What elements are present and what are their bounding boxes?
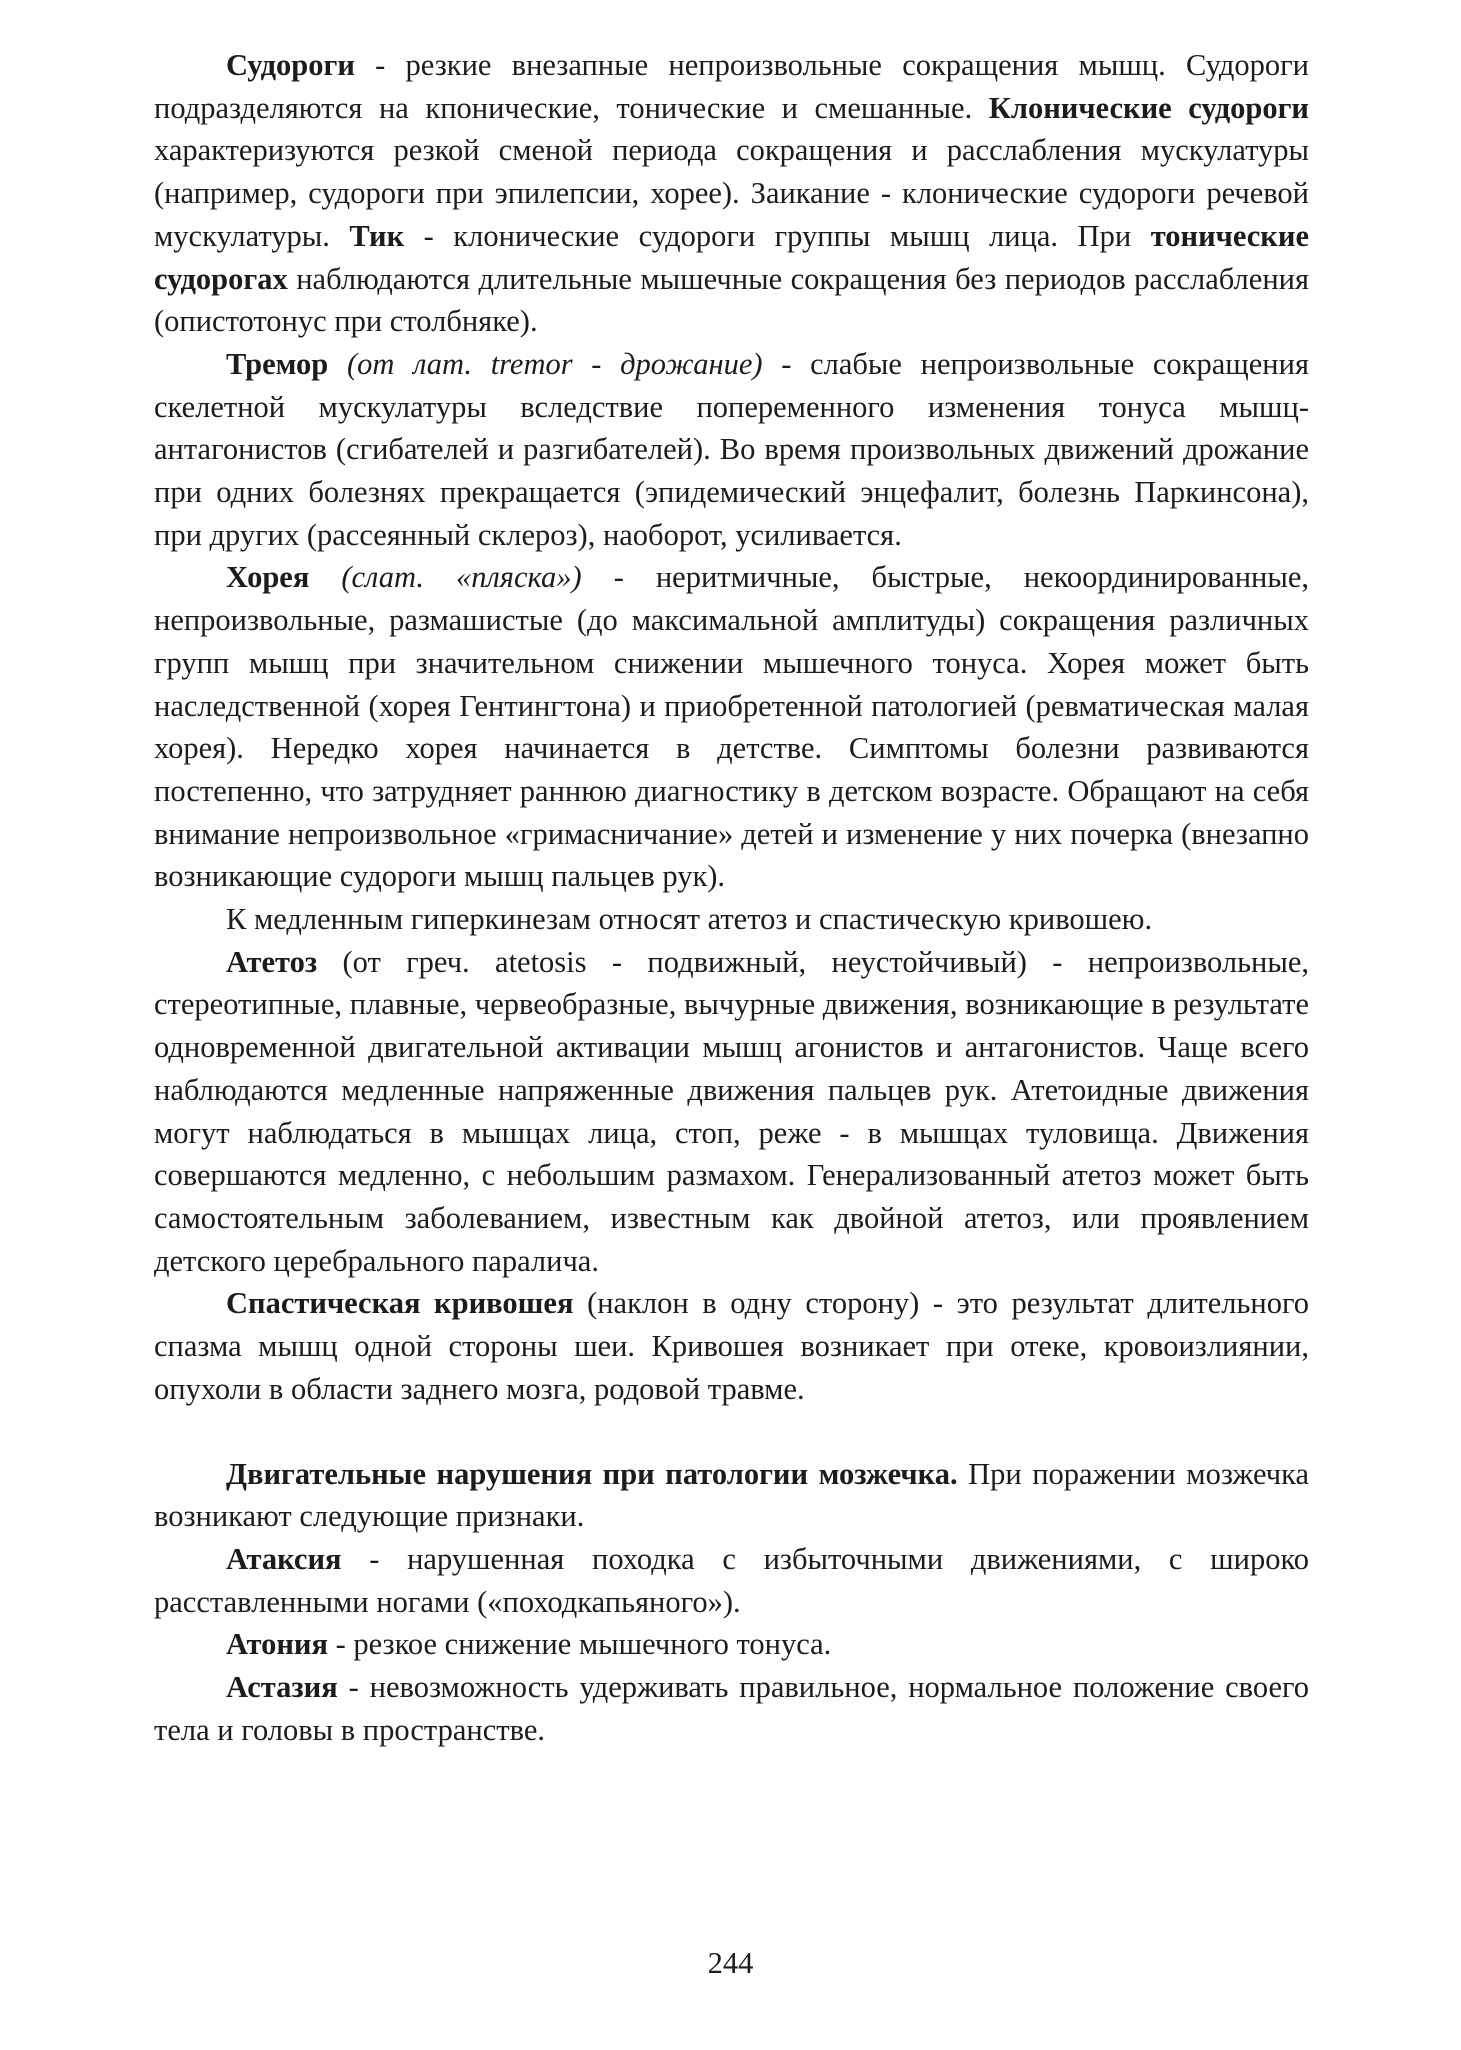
term-tic: Тик — [349, 218, 405, 253]
paragraph-torticollis: Спастическая кривошея (наклон в одну сторону) - это результат длительного спазма мышц одной стороны шеи. Кривошея возникает при отеке, кровоизлиянии, опухоли в области заднего мозга, родовой травме. — [154, 1286, 1309, 1406]
paragraph-convulsions: Судороги - резкие внезапные непроизвольные сокращения мышц. Судороги подразделяются на кпонические, тонические и смешанные. Клонические судороги характеризуются резкой сменой периода сокращения и расслабления мускулатуры (например, судороги при эпилепсии, хорее). Заикание - клонические судороги речевой мускулатуры. Тик - клонические судороги группы мышц лица. При тонические судорогах наблюдаются длительные мышечные сокращения без периодов расслабления (опистотонус при столбняке). — [154, 48, 1310, 339]
term-spastic-torticollis: Спастическая кривошея — [226, 1286, 574, 1321]
page-number: 244 — [707, 1946, 754, 1980]
term-convulsions: Судороги — [226, 48, 355, 82]
term-astasia: Астазия — [226, 1670, 338, 1705]
paragraph-chorea: Хорея (слат. «пляска») - неритмичные, быстрые, некоординированные, непроизвольные, размашистые (до максимальной амплитуды) сокращения различных групп мышц при значительном снижении мышечного тонуса. Хорея может быть наследственной (хорея Гентингтона) и приобретенной патологией (ревматическая малая хорея). Нередко хорея начинается в детстве. Симптомы болезни развиваются постепенно, что затрудняет раннюю диагностику в детском возрасте. Обращают на себя внимание непроизвольное «гримасничание» детей и изменение у них почерка (внезапно возникающие судороги мышц пальцев рук). — [154, 560, 1310, 894]
term-tonic-convulsions: тонические судорогах — [154, 218, 1309, 296]
term-ataxia: Атаксия — [226, 1541, 342, 1576]
term-atonia: Атония — [226, 1627, 328, 1662]
page-body — [154, 44, 1309, 1751]
term-athetosis: Атетоз — [226, 944, 318, 979]
section-heading-cerebellum: Двигательные нарушения при патологии мозжечка. — [226, 1456, 958, 1491]
etymology-tremor: (от лат. tremor - дрожание) — [346, 346, 763, 381]
term-chorea: Хорея — [226, 560, 310, 595]
paragraph-cerebellum: Двигательные нарушения при патологии мозжечка. При поражении мозжечка возникают следующие признаки. — [154, 1456, 1309, 1534]
term-tremor: Тремор — [226, 346, 329, 381]
paragraph-astasia: Астазия - невозможность удерживать правильное, нормальное положение своего тела и головы в пространстве. — [154, 1670, 1309, 1747]
paragraph-athetosis: Атетоз (от греч. atetosis - подвижный, неустойчивый) - непроизвольные, стереотипные, плавные, червеобразные, вычурные движения, возникающие в результате одновременной двигательной активации мышц агонистов и антагонистов. Чаще всего наблюдаются медленные напряженные движения пальцев рук. Атетоидные движения могут наблюдаться в мышцах лица, стоп, реже - в мышцах туловища. Движения совершаются медленно, с небольшим размахом. Генерализованный атетоз может быть самостоятельным заболеванием, известным как двойной атетоз, или проявлением детского церебрального паралича. — [154, 944, 1309, 1278]
paragraph-atonia: Атония - резкое снижение мышечного тонуса. — [226, 1627, 832, 1662]
paragraph-tremor: Тремор (от лат. tremor - дрожание) - слабые непроизвольные сокращения скелетной мускулатуры вследствие попеременного изменения тонуса мышц-антагонистов (сгибателей и разгибателей). Во время произвольных движений дрожание при одних болезнях прекращается (эпидемический энцефалит, болезнь Паркинсона), при других (рассеянный склероз), наоборот, усиливается. — [154, 346, 1309, 552]
etymology-chorea: (слат. «пляска») — [341, 560, 582, 595]
term-clonic-convulsions: Клонические судороги — [988, 90, 1310, 125]
paragraph-ataxia: Атаксия - нарушенная походка с избыточными движениями, с широко расставленными ногами («походкапьяного»). — [154, 1541, 1309, 1619]
paragraph-slow-hyperkinesis: К медленным гиперкинезам относят атетоз и спастическую кривошею. — [226, 902, 1153, 937]
